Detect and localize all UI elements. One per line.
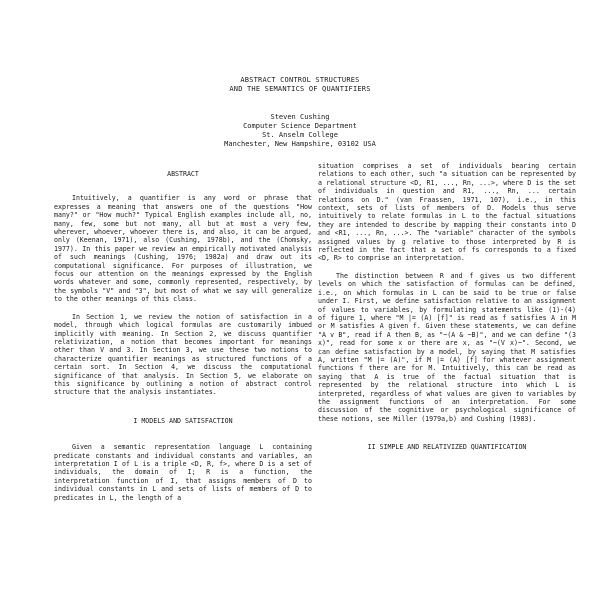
affiliation-address: Manchester, New Hampshire, 03102 USA xyxy=(224,140,376,148)
abstract-heading: ABSTRACT xyxy=(167,170,199,178)
intro-paragraph: In Section 1, we review the notion of satisfaction in a model, through which logical formulas are customarily imbued implicitly with meaning. In Section 2, we discuss quantifier relativization, a notion that becomes important for meanings other than V and 3. In Section 3, we use these two notions to characterize quantifier meanings as structured functions of a certain sort. In Section 4, we discuss the computational significance of that analysis. In Section 5, we elaborate on this significance by outlining a notion of abstract control structure that the analysis instantiates. xyxy=(54,312,312,397)
author-block xyxy=(0,113,600,149)
satisfaction-paragraph: The distinction between R and f gives us two different levels on which the satisfaction of formulas can be defined, i.e., on which formulas in L can be said to be true or false under I. First, we define satisfaction relative to an assignment of values to variables, by formulating statements like (1)-(4) of figure 1, where "M |= (A) [f]" is read as f satisfies A in M or M satisfies A given f. Given these statements, we can define "A v B", read if A then B, as "~(A & ~B)", and we can define "(3 x)", read for some x or there are x, as "~(V x)~". Second, we can define satisfaction by a model, by saying that M satisfies A, written "M |= (A)", if M |= (A) [f] for whatever assignment functions f there are for M. Intuitively, this can be read as saying that A is true of the factual situation that is represented by the relational structure into which L is interpreted, regardless of what values are given to variables by the assignment functions of an interpretation. For some discussion of the cognitive or psychological significance of these notions, see Miller (1979a,b) and Cushing (1983). xyxy=(318,271,576,423)
models-paragraph: situation comprises a set of individuals bearing certain relations to each other, such "a situation can be represented by a relational structure <D, R1, ..., Rn, ...>, where D is the set of individuals in question and R1, ..., Rn, ... certain relations on D." (van Fraassen, 1971, 107), i.e., in this context, sets of lists of members of D. Models thus serve intuitively to relate formulas in L to the factual situations they are intended to describe by mapping their constants into D and <R1, ..., Rn, ...>. The "variable" character of the symbols assigned values by g relative to those interpreted by R is reflected in the fact that a set of fs corresponds to a fixed <D, R> to comprise an interpretation. xyxy=(318,162,576,263)
section-1-heading: I MODELS AND SATISFACTION xyxy=(133,416,233,425)
abstract-paragraph: Intuitively, a quantifier is any word or phrase that expresses a meaning that answers one of the questions "How many?" or "How much?" Typical English examples include all, no, many, few, some but not many, all but at most a very few, wherever, whoever, whoever there is, and also, it can be argued, only (Keenan, 1971), also (Cushing, 1978b), and the (Chomsky, 1977). In this paper we review an empirically motivated analysis of such meanings (Cushing, 1976; 1982a) and draw out its computational significance. For purposes of illustration, we focus our attention on the meanings expressed by the English words whatever and some, commonly represented, respectively, by the symbols "V" and "3", but most of what we say will generalize to the other meanings of this class. xyxy=(54,194,312,304)
section-2-heading: II SIMPLE AND RELATIVIZED QUANTIFICATION xyxy=(367,443,527,452)
section-1-paragraph: Given a semantic representation language L containing predicate constants and individual constants and variables, an interpretation I of L is a triple <D, R, f>, where D is a set of individuals, the domain of I; R is a function, the interpretation function of I, that assigns members of D to individual constants in L and sets of lists of members of D to predicates in L, the length of a xyxy=(54,443,312,502)
affiliation-dept: Computer Science Department xyxy=(243,122,357,130)
right-column xyxy=(318,162,576,470)
left-column xyxy=(54,170,312,511)
paper-title xyxy=(0,76,600,94)
affiliation-college: St. Anselm College xyxy=(262,131,338,139)
author-name: Steven Cushing xyxy=(270,113,330,121)
title-line-1: ABSTRACT CONTROL STRUCTURES xyxy=(240,76,360,84)
title-line-2: AND THE SEMANTICS OF QUANTIFIERS xyxy=(229,85,371,93)
